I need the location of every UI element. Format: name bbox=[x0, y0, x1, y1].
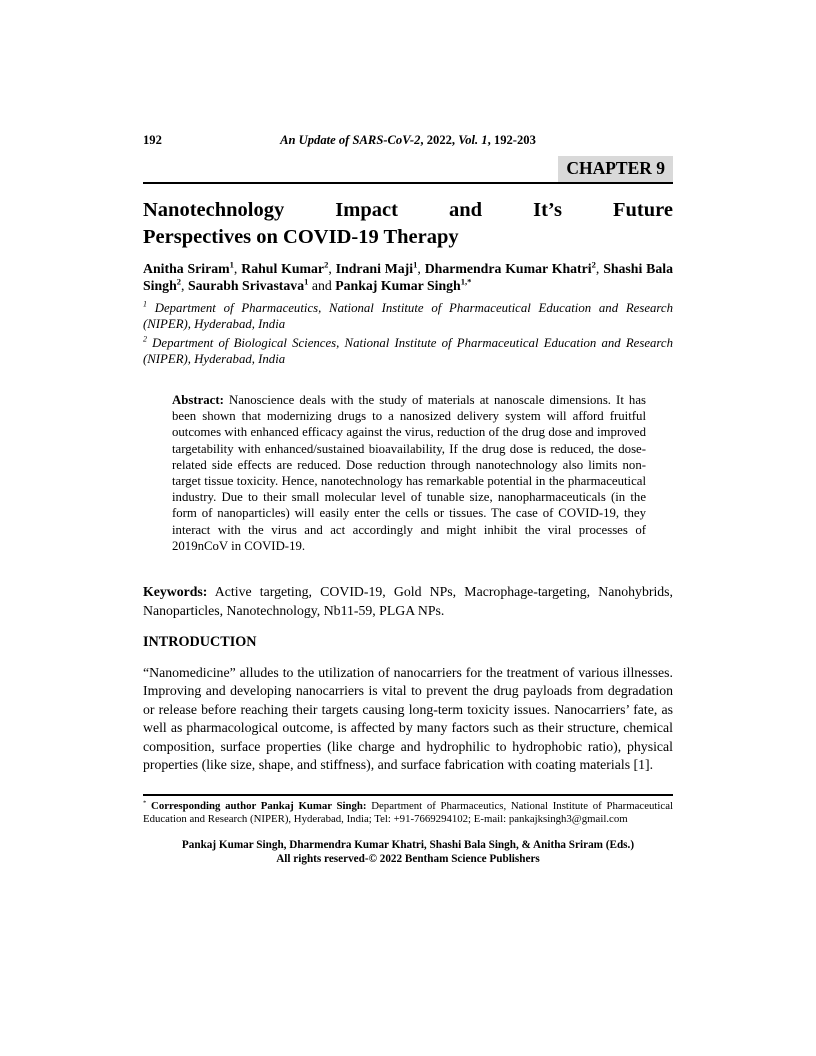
page-number: 192 bbox=[143, 133, 162, 147]
header-divider bbox=[143, 182, 673, 184]
running-title-pages: , 192-203 bbox=[487, 133, 536, 147]
abstract-text: Nanoscience deals with the study of materials at nanoscale dimensions. It has been shown that modernizing drugs to a nanosized delivery system will afford fruitful outcomes with enhanced efficacy against the virus, reduction of the drug dose and improved targetability with enhanced/sustained bioavailability, If the drug dose is reduced, the dose-related side effects are reduced. Dose reduction through nanotechnology also limits non-target tissue toxicity. Hence, nanotechnology has remarkable potential in the pharmaceutical industry. Due to their small molecular level of tunable size, nanopharmaceuticals (in the form of nanoparticles) will easily enter the cells or tissues. The case of COVID-19, they interact with the virus and act accordingly and might inhibit the viral processes of 2019nCoV in COVID-19. bbox=[172, 393, 646, 553]
chapter-badge-row bbox=[143, 156, 673, 182]
author: Indrani Maji$^1$, bbox=[335, 259, 425, 276]
footnote-label: Corresponding author Pankaj Kumar Singh: bbox=[146, 800, 367, 813]
page-content bbox=[143, 0, 673, 866]
author: Pankaj Kumar Singh$^{1,*}$ bbox=[335, 276, 472, 293]
rights-line: All rights reserved-© 2022 Bentham Science Publishers bbox=[276, 852, 540, 865]
affiliation-2: $^2$ Department of Biological Sciences, National Institute of Pharmaceutical Education and Research (NIPER), Hyderabad, India bbox=[143, 334, 673, 366]
author: Shashi Bala Singh$^2$, bbox=[143, 261, 673, 293]
abstract bbox=[172, 392, 646, 554]
running-title-book: An Update of SARS-CoV-2 bbox=[280, 133, 421, 147]
section-heading-introduction: INTRODUCTION bbox=[143, 634, 257, 651]
keywords-text: Active targeting, COVID-19, Gold NPs, Macrophage-targeting, Nanohybrids, Nanoparticles, Nanotechnology, Nb11-59, PLGA NPs. bbox=[143, 584, 673, 618]
abstract-label: Abstract: bbox=[172, 393, 224, 407]
footnote-text: Department of Pharmaceutics, National Institute of Pharmaceutical Education and Research (NIPER), Hyderabad, India; Tel: +91-7669294102; E-mail: pankajksingh3@gmail.com bbox=[143, 800, 673, 826]
affiliation-1: $^1$ Department of Pharmaceutics, National Institute of Pharmaceutical Education and Research (NIPER), Hyderabad, India bbox=[143, 299, 673, 331]
keywords bbox=[143, 583, 673, 620]
running-title-volume: Vol. 1 bbox=[458, 133, 488, 147]
chapter-title-line1: Nanotechnology Impact and It’s Future bbox=[143, 199, 673, 221]
chapter-title-line2: Perspectives on COVID-19 Therapy bbox=[143, 226, 459, 248]
author-list bbox=[143, 260, 673, 294]
chapter-title bbox=[143, 197, 673, 251]
footnote-divider bbox=[143, 794, 673, 796]
author: Dharmendra Kumar Khatri$^2$, bbox=[424, 259, 604, 276]
publisher-imprint bbox=[143, 839, 673, 866]
author: Rahul Kumar$^2$, bbox=[241, 259, 336, 276]
page-header bbox=[143, 133, 673, 148]
keywords-label: Keywords: bbox=[143, 584, 208, 600]
running-title bbox=[143, 133, 673, 148]
chapter-badge: CHAPTER 9 bbox=[558, 156, 673, 182]
footnote-marker: * bbox=[143, 799, 147, 807]
running-title-year: , 2022, bbox=[420, 133, 459, 147]
editors-line: Pankaj Kumar Singh, Dharmendra Kumar Khatri, Shashi Bala Singh, & Anitha Sriram (Eds.) bbox=[181, 839, 635, 852]
author: Anitha Sriram$^1$, bbox=[143, 259, 242, 276]
introduction-paragraph: “Nanomedicine” alludes to the utilization of nanocarriers for the treatment of various illnesses. Improving and developing nanocarriers is vital to prevent the drug payloads from degradation or release before reaching their targets causing long-term toxicity issues. Nanocarriers’ fate, as well as pharmacological outcome, is affected by many factors such as their structure, chemical composition, surface properties (like charge and hydrophilic to hydrophobic ratio), physical properties (like size, shape, and stiffness), and surface fabrication with coating materials [1]. bbox=[143, 665, 673, 773]
author: Saurabh Srivastava$^1$ and bbox=[187, 276, 336, 293]
corresponding-author-footnote bbox=[143, 800, 673, 826]
